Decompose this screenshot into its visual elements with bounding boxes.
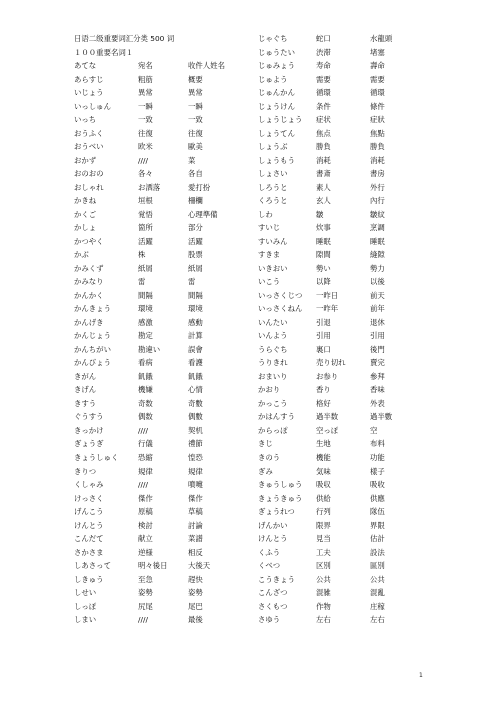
reading-cell: あてな: [74, 61, 97, 71]
word-cell: 需要: [316, 74, 331, 84]
word-cell: 行儀: [138, 439, 153, 449]
reading-cell: じゃぐち: [258, 34, 288, 43]
meaning-cell: 計算: [188, 331, 203, 341]
word-cell: 供給: [316, 493, 331, 503]
reading-cell: さかさま: [74, 547, 104, 557]
word-cell: 異常: [138, 88, 153, 98]
word-cell: 条件: [316, 101, 331, 111]
meaning-cell: 左右: [370, 615, 385, 625]
reading-cell: ぎょうぎ: [74, 439, 104, 449]
word-cell: 焦点: [316, 128, 331, 138]
reading-cell: いこう: [258, 277, 281, 287]
reading-cell: かぶ: [74, 250, 89, 260]
reading-cell: くふう: [258, 547, 281, 557]
meaning-cell: 後門: [370, 344, 385, 354]
meaning-cell: 趕快: [188, 574, 203, 584]
reading-cell: うらぐち: [258, 344, 288, 354]
page-number: 1: [419, 672, 423, 679]
reading-cell: かくご: [74, 209, 97, 219]
meaning-cell: 書房: [370, 169, 385, 179]
meaning-cell: 香味: [370, 385, 385, 395]
reading-cell: しあさって: [74, 561, 111, 571]
word-cell: 一瞬: [138, 101, 153, 111]
word-cell: 傑作: [138, 493, 153, 503]
word-cell: 渋滞: [316, 47, 331, 57]
word-cell: お参り: [316, 371, 339, 381]
reading-cell: しょうもう: [258, 155, 295, 165]
word-cell: 感激: [138, 317, 153, 327]
reading-cell: きりつ: [74, 466, 97, 476]
reading-cell: かみくず: [74, 263, 104, 273]
word-cell: お洒落: [138, 182, 161, 192]
reading-cell: げんかい: [258, 520, 288, 530]
meaning-cell: 歐美: [188, 142, 203, 152]
reading-cell: すいじ: [258, 223, 281, 233]
word-cell: 気味: [316, 466, 331, 476]
reading-cell: しょさい: [258, 169, 288, 179]
reading-cell: じゅみょう: [258, 61, 295, 71]
meaning-cell: 規律: [188, 466, 203, 476]
meaning-cell: 偶數: [188, 412, 203, 422]
word-cell: 区別: [316, 561, 331, 571]
word-cell: 明々後日: [138, 561, 168, 571]
reading-cell: かんじょう: [74, 331, 111, 341]
meaning-cell: 契机: [188, 425, 203, 435]
meaning-cell: 界限: [370, 520, 385, 530]
meaning-cell: 噴嚏: [188, 480, 203, 490]
word-cell: ////: [138, 425, 148, 435]
word-cell: 混雑: [316, 588, 331, 598]
reading-cell: きっかけ: [74, 425, 104, 435]
word-cell: 勘違い: [138, 344, 161, 354]
meaning-cell: 前年: [370, 304, 385, 314]
word-cell: 作物: [316, 601, 331, 611]
meaning-cell: 引用: [370, 331, 385, 341]
reading-cell: きすう: [74, 398, 97, 408]
meaning-cell: 一瞬: [188, 101, 203, 111]
word-cell: 工夫: [316, 547, 331, 557]
meaning-cell: 需要: [370, 74, 385, 84]
meaning-cell: 感動: [188, 317, 203, 327]
word-cell: 限界: [316, 520, 331, 530]
word-cell: 空っぽ: [316, 425, 339, 435]
meaning-cell: 供應: [370, 493, 385, 503]
reading-cell: おかず: [74, 155, 97, 165]
reading-cell: かんびょう: [74, 358, 111, 368]
reading-cell: ぐうすう: [74, 412, 104, 422]
meaning-cell: 最後: [188, 615, 203, 625]
meaning-cell: 間隔: [188, 290, 203, 300]
meaning-cell: 內行: [370, 196, 385, 206]
word-cell: 原稿: [138, 507, 153, 517]
word-cell: 生地: [316, 439, 331, 449]
word-cell: 尻尾: [138, 601, 153, 611]
word-cell: 皺: [316, 209, 324, 219]
reading-cell: じょうけん: [258, 101, 295, 111]
meaning-cell: 勢力: [370, 263, 385, 273]
reading-cell: おうべい: [74, 142, 104, 152]
word-cell: 勝負: [316, 142, 331, 152]
meaning-cell: 部分: [188, 223, 203, 233]
meaning-cell: 外行: [370, 182, 385, 192]
meaning-cell: 禮節: [188, 439, 203, 449]
reading-cell: からっぽ: [258, 425, 288, 435]
meaning-cell: 股票: [188, 250, 203, 260]
word-cell: 検討: [138, 520, 153, 530]
reading-cell: じゅうたい: [258, 47, 295, 57]
word-cell: 玄人: [316, 196, 331, 206]
meaning-cell: 誤會: [188, 344, 203, 354]
word-cell: 紙屑: [138, 263, 153, 273]
meaning-cell: 一致: [188, 115, 203, 125]
reading-cell: いんよう: [258, 331, 288, 341]
meaning-cell: 前天: [370, 290, 385, 300]
reading-cell: かんげき: [74, 317, 104, 327]
meaning-cell: 吸收: [370, 480, 385, 490]
meaning-cell: 菜: [188, 155, 196, 165]
word-cell: 看病: [138, 358, 153, 368]
word-cell: 機能: [316, 452, 331, 462]
meaning-cell: 堵塞: [370, 47, 385, 57]
meaning-cell: 空: [370, 425, 378, 435]
meaning-cell: 姿勢: [188, 588, 203, 598]
reading-cell: きげん: [74, 385, 97, 395]
word-cell: ////: [138, 480, 148, 490]
reading-cell: げんこう: [74, 507, 104, 517]
meaning-cell: 烹調: [370, 223, 385, 233]
reading-cell: しっぽ: [74, 601, 97, 611]
reading-cell: しょうじょう: [258, 115, 303, 125]
meaning-cell: 公共: [370, 574, 385, 584]
reading-cell: いきおい: [258, 263, 288, 273]
reading-cell: かっこう: [258, 398, 288, 408]
reading-cell: きょうしゅく: [74, 452, 119, 462]
reading-cell: ぎみ: [258, 466, 273, 476]
reading-cell: いっしゅん: [74, 101, 111, 111]
reading-cell: さくもつ: [258, 601, 288, 611]
word-cell: 香り: [316, 385, 331, 395]
word-cell: 勢い: [316, 263, 331, 273]
word-cell: ////: [138, 615, 148, 625]
section-subtitle: １００重要名词１: [74, 47, 134, 57]
word-cell: 活躍: [138, 236, 153, 246]
meaning-cell: 環境: [188, 304, 203, 314]
reading-cell: いじょう: [74, 88, 104, 98]
word-cell: 循環: [316, 88, 331, 98]
word-cell: 引退: [316, 317, 331, 327]
reading-cell: すいみん: [258, 236, 288, 246]
word-cell: 行列: [316, 507, 331, 517]
reading-cell: さゆう: [258, 615, 281, 625]
reading-cell: あらすじ: [74, 74, 104, 84]
meaning-cell: 各自: [188, 169, 203, 179]
meaning-cell: 賣完: [370, 358, 385, 368]
meaning-cell: 參拜: [370, 371, 385, 381]
word-cell: 勘定: [138, 331, 153, 341]
reading-cell: くべつ: [258, 561, 281, 571]
meaning-cell: 飢餓: [188, 371, 203, 381]
meaning-cell: 心情: [188, 385, 203, 395]
word-cell: 恐縮: [138, 452, 153, 462]
reading-cell: おうふく: [74, 128, 104, 138]
reading-cell: おしゃれ: [74, 182, 104, 192]
meaning-cell: 以後: [370, 277, 385, 287]
word-cell: 飢餓: [138, 371, 153, 381]
meaning-cell: 惶恐: [188, 452, 203, 462]
reading-cell: おのおの: [74, 169, 104, 179]
meaning-cell: 菜譜: [188, 534, 203, 544]
word-cell: 機嫌: [138, 385, 153, 395]
reading-cell: かはんすう: [258, 412, 295, 422]
reading-cell: いっち: [74, 115, 97, 125]
word-cell: 間隔: [138, 290, 153, 300]
reading-cell: かみなり: [74, 277, 104, 287]
meaning-cell: 循環: [370, 88, 385, 98]
meaning-cell: 柵欄: [188, 196, 203, 206]
meaning-cell: 退休: [370, 317, 385, 327]
meaning-cell: 草稿: [188, 507, 203, 517]
word-cell: 姿勢: [138, 588, 153, 598]
word-cell: 公共: [316, 574, 331, 584]
meaning-cell: 樣子: [370, 466, 385, 476]
word-cell: 粗筋: [138, 74, 153, 84]
reading-cell: かんちがい: [74, 344, 111, 354]
meaning-cell: 看護: [188, 358, 203, 368]
word-cell: 隙間: [316, 250, 331, 260]
meaning-cell: 估計: [370, 534, 385, 544]
reading-cell: かんかく: [74, 290, 104, 300]
word-cell: 規律: [138, 466, 153, 476]
meaning-cell: 過半數: [370, 412, 393, 422]
meaning-cell: 布料: [370, 439, 385, 449]
meaning-cell: 心理準備: [188, 209, 218, 219]
meaning-cell: 愛打扮: [188, 182, 211, 192]
meaning-cell: 區別: [370, 561, 385, 571]
meaning-cell: 討論: [188, 520, 203, 530]
word-cell: 睡眠: [316, 236, 331, 246]
meaning-cell: 尾巴: [188, 601, 203, 611]
word-cell: 以降: [316, 277, 331, 287]
word-cell: 奇数: [138, 398, 153, 408]
word-cell: 書斎: [316, 169, 331, 179]
word-cell: 一致: [138, 115, 153, 125]
meaning-cell: 外表: [370, 398, 385, 408]
reading-cell: こうきょう: [258, 574, 295, 584]
reading-cell: うりきれ: [258, 358, 288, 368]
meaning-cell: 水龍頭: [370, 34, 393, 43]
word-cell: 株: [138, 250, 146, 260]
meaning-cell: 相反: [188, 547, 203, 557]
meaning-cell: 隊伍: [370, 507, 385, 517]
meaning-cell: 勝負: [370, 142, 385, 152]
meaning-cell: 紙屑: [188, 263, 203, 273]
word-cell: ////: [138, 155, 148, 165]
word-cell: 献立: [138, 534, 153, 544]
meaning-cell: 焦點: [370, 128, 385, 138]
meaning-cell: 縫隙: [370, 250, 385, 260]
reading-cell: しょうぶ: [258, 142, 288, 152]
meaning-cell: 壽命: [370, 61, 385, 71]
reading-cell: じゅよう: [258, 74, 288, 84]
meaning-cell: 功能: [370, 452, 385, 462]
meaning-cell: 異常: [188, 88, 203, 98]
meaning-cell: 往復: [188, 128, 203, 138]
meaning-cell: 皺紋: [370, 209, 385, 219]
word-cell: 垣根: [138, 196, 153, 206]
reading-cell: きゅうしゅう: [258, 480, 303, 490]
reading-cell: いんたい: [258, 317, 288, 327]
reading-cell: じゅんかん: [258, 88, 295, 98]
reading-cell: きがん: [74, 371, 97, 381]
reading-cell: おまいり: [258, 371, 288, 381]
reading-cell: しょうてん: [258, 128, 295, 138]
word-cell: 環境: [138, 304, 153, 314]
word-cell: 往復: [138, 128, 153, 138]
word-cell: 見当: [316, 534, 331, 544]
meaning-cell: 大後天: [188, 561, 211, 571]
meaning-cell: 條件: [370, 101, 385, 111]
reading-cell: けんとう: [258, 534, 288, 544]
reading-cell: くろうと: [258, 196, 288, 206]
word-cell: 箇所: [138, 223, 153, 233]
reading-cell: しまい: [74, 615, 97, 625]
word-cell: 吸収: [316, 480, 331, 490]
reading-cell: きのう: [258, 452, 281, 462]
reading-cell: きじ: [258, 439, 273, 449]
reading-cell: かんきょう: [74, 304, 111, 314]
reading-cell: しろうと: [258, 182, 288, 192]
meaning-cell: 症狀: [370, 115, 385, 125]
word-cell: 各々: [138, 169, 153, 179]
reading-cell: かきね: [74, 196, 97, 206]
reading-cell: ぎょうれつ: [258, 507, 295, 517]
meaning-cell: 睡眠: [370, 236, 385, 246]
word-cell: 一昨年: [316, 304, 339, 314]
reading-cell: しわ: [258, 209, 273, 219]
word-cell: 欧米: [138, 142, 153, 152]
word-cell: 雷: [138, 277, 146, 287]
reading-cell: いっさくねん: [258, 304, 303, 314]
word-cell: 左右: [316, 615, 331, 625]
meaning-cell: 消耗: [370, 155, 385, 165]
reading-cell: しきゅう: [74, 574, 104, 584]
word-cell: 炊事: [316, 223, 331, 233]
reading-cell: いっさくじつ: [258, 290, 303, 300]
meaning-cell: 設法: [370, 547, 385, 557]
word-cell: 素人: [316, 182, 331, 192]
meaning-cell: 概要: [188, 74, 203, 84]
meaning-cell: 收件人姓名: [188, 61, 225, 71]
meaning-cell: 混亂: [370, 588, 385, 598]
reading-cell: かつやく: [74, 236, 104, 246]
word-cell: 売り切れ: [316, 358, 346, 368]
reading-cell: かおり: [258, 385, 281, 395]
word-cell: 消耗: [316, 155, 331, 165]
word-cell: 一昨日: [316, 290, 339, 300]
word-cell: 引用: [316, 331, 331, 341]
word-cell: 偶数: [138, 412, 153, 422]
reading-cell: きょうきゅう: [258, 493, 303, 503]
meaning-cell: 奇數: [188, 398, 203, 408]
word-cell: 寿命: [316, 61, 331, 71]
word-cell: 至急: [138, 574, 153, 584]
word-cell: 裏口: [316, 344, 331, 354]
reading-cell: けっさく: [74, 493, 104, 503]
meaning-cell: 雷: [188, 277, 196, 287]
document-title: 日语二级重要词汇分类 500 词: [74, 34, 175, 43]
reading-cell: かしょ: [74, 223, 97, 233]
word-cell: 逆様: [138, 547, 153, 557]
meaning-cell: 傑作: [188, 493, 203, 503]
word-cell: 蛇口: [316, 34, 331, 43]
reading-cell: すきま: [258, 250, 281, 260]
word-cell: 宛名: [138, 61, 153, 71]
reading-cell: こんだて: [74, 534, 104, 544]
meaning-cell: 庄稼: [370, 601, 385, 611]
reading-cell: くしゃみ: [74, 480, 104, 490]
reading-cell: こんざつ: [258, 588, 288, 598]
word-cell: 症状: [316, 115, 331, 125]
word-cell: 覚悟: [138, 209, 153, 219]
word-cell: 格好: [316, 398, 331, 408]
reading-cell: しせい: [74, 588, 97, 598]
reading-cell: けんとう: [74, 520, 104, 530]
meaning-cell: 活躍: [188, 236, 203, 246]
word-cell: 過半数: [316, 412, 339, 422]
